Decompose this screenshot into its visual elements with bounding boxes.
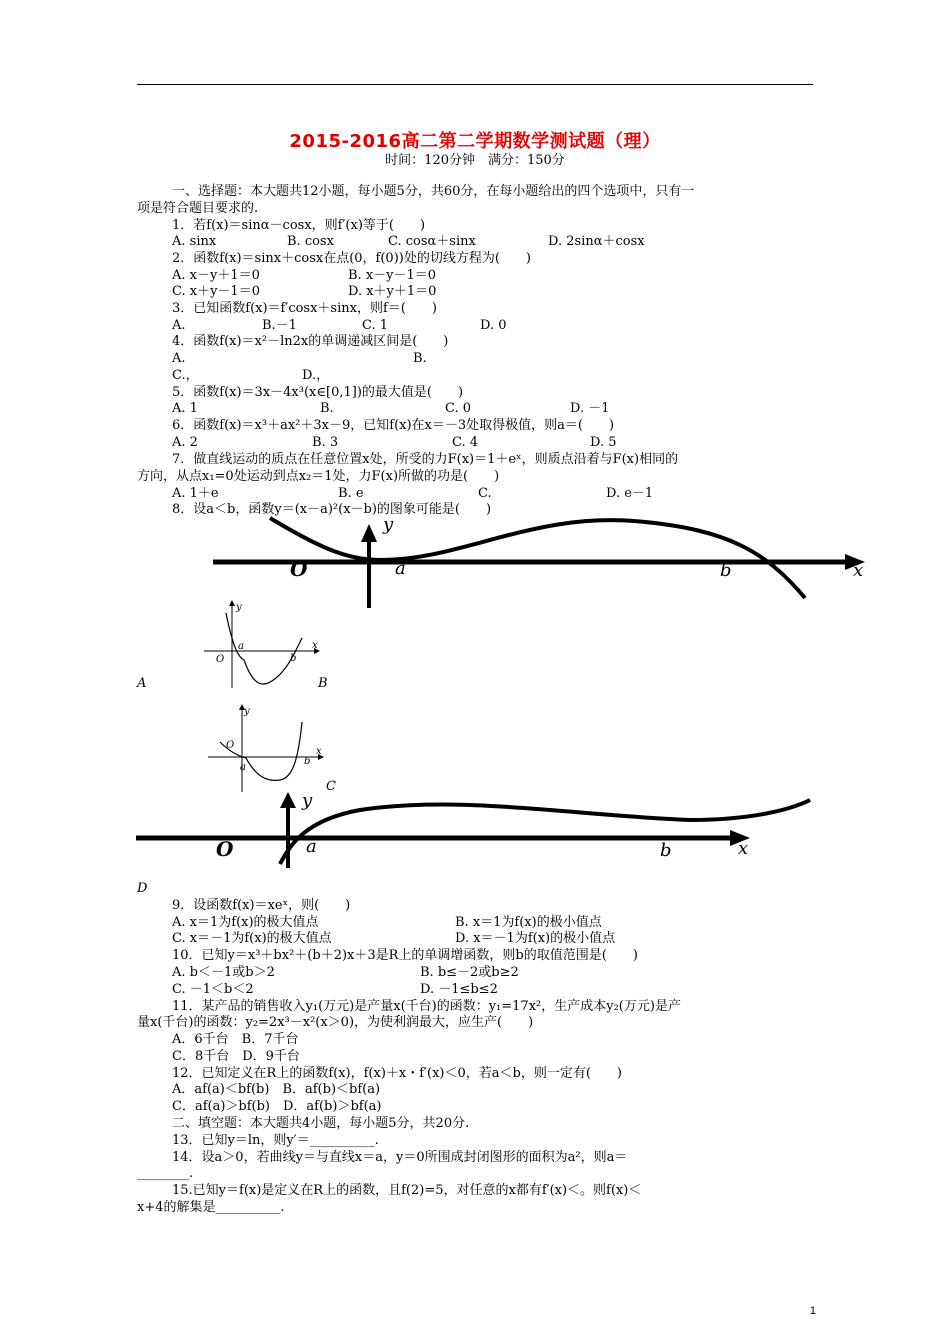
q10-option-a: A. b＜－1或b＞2 (172, 965, 275, 980)
q6-option-c: C. 4 (452, 435, 479, 450)
q11-stem-cont: 量x(千台)的函数：y₂=2x³－x²(x＞0)，为使利润最大，应生产( ) (137, 1015, 534, 1030)
graph-option-a-label: A (137, 676, 147, 691)
q6-option-b: B. 3 (312, 435, 339, 450)
graph-option-b-label: B (318, 676, 328, 691)
graph-option-c-label: C (326, 779, 336, 794)
q3-option-b: B.－1 (262, 318, 297, 333)
x-axis-label: x (853, 560, 864, 581)
y-axis-label: y (236, 602, 242, 613)
q2-option-a: A. x－y＋1＝0 (172, 268, 260, 283)
q10-option-c: C. －1＜b＜2 (172, 982, 254, 997)
q7-option-c: C. (478, 486, 492, 501)
origin-label: O (216, 837, 234, 861)
q14-answer-blank: ________. (137, 1166, 194, 1181)
q4-option-d: D.， (302, 368, 330, 383)
q7-stem-cont: 方向，从点x₁=0处运动到点x₂＝1处，力F(x)所做的功是( ) (137, 469, 500, 484)
y-axis-arrow (280, 792, 296, 808)
x-axis-label: x (312, 640, 318, 651)
q2-option-d: D. x＋y＋1＝0 (348, 284, 437, 299)
q9-option-b: B. x＝1为f(x)的极小值点 (455, 915, 602, 930)
origin-label: O (216, 654, 225, 665)
graph-small-ab (196, 598, 326, 693)
q15-text-cont: x+4的解集是__________. (137, 1200, 285, 1215)
header-rule (137, 84, 813, 85)
q12-options-ab: A．af(a)＜bf(b) B．af(b)＜bf(a) (172, 1082, 381, 1097)
page-title: 2015-2016高二第二学期数学测试题（理） (289, 131, 661, 152)
q3-option-d: D. 0 (480, 318, 507, 333)
point-a-label: a (240, 762, 246, 773)
y-axis-label: y (244, 706, 250, 717)
q4-option-a: A. (172, 351, 186, 366)
point-b-label: b (660, 840, 672, 861)
q3-option-c: C. 1 (362, 318, 389, 333)
q9-option-d: D. x＝－1为f(x)的极小值点 (455, 931, 616, 946)
q2-option-b: B. x－y－1＝0 (348, 268, 437, 283)
point-b-label: b (304, 756, 311, 767)
q15-text: 15.已知y＝f(x)是定义在R上的函数，且f(2)=5，对任意的x都有f′(x)＜。则f(x)＜ (172, 1183, 642, 1198)
point-a-label: a (306, 836, 317, 857)
q1-option-b: B. cosx (287, 234, 334, 249)
q5-stem: 5．函数f(x)＝3x－4x³(x∈[0,1])的最大值是( ) (172, 385, 464, 400)
function-curve (220, 722, 302, 780)
q8-stem: 8．设a＜b，函数y＝(x－a)²(x－b)的图象可能是( ) (172, 502, 492, 517)
q10-stem: 10．已知y＝x³＋bx²＋(b＋2)x＋3是R上的单调增函数，则b的取值范围是( ) (172, 948, 638, 963)
graph-large-d (130, 790, 820, 870)
q3-stem: 3．已知函数f(x)＝f′cosx＋sinx，则f＝( ) (172, 301, 437, 316)
point-b-label: b (720, 560, 732, 581)
q11-options-ab: A．6千台 B．7千台 (172, 1032, 299, 1047)
q4-option-b: B. (413, 351, 427, 366)
q1-option-a: A. sinx (172, 234, 217, 249)
q14-text: 14．设a＞0，若曲线y＝与直线x＝a，y＝0所围成封闭图形的面积为a²，则a＝ (172, 1150, 628, 1165)
q4-stem: 4．函数f(x)＝x²－ln2x的单调递减区间是( ) (172, 334, 449, 349)
q11-options-cd: C．8千台 D．9千台 (172, 1049, 300, 1064)
q3-option-a: A. (172, 318, 186, 333)
q5-option-c: C. 0 (445, 401, 472, 416)
q7-option-b: B. e (338, 486, 364, 501)
y-axis-arrow (361, 524, 377, 542)
section1-intro: 一、选择题：本大题共12小题，每小题5分，共60分，在每小题给出的四个选项中，只有一 (172, 184, 695, 199)
x-axis-label: x (316, 746, 322, 757)
q10-option-d: D. －1≤b≤2 (420, 982, 498, 997)
x-axis-label: x (738, 838, 749, 859)
q10-option-b: B. b≤－2或b≥2 (420, 965, 519, 980)
q2-stem: 2．函数f(x)＝sinx＋cosx在点(0，f(0))处的切线方程为( ) (172, 251, 531, 266)
point-b-label: b (290, 653, 297, 664)
function-curve (270, 518, 805, 598)
q4-option-c: C.， (172, 368, 199, 383)
graph-option-d-label: D (137, 881, 148, 896)
q5-option-d: D. －1 (570, 401, 610, 416)
q9-stem: 9．设函数f(x)＝xeˣ，则( ) (172, 898, 351, 913)
q6-stem: 6．函数f(x)＝x³＋ax²＋3x－9，已知f(x)在x＝－3处取得极值，则a＝( ) (172, 418, 615, 433)
graph-large-top (205, 510, 885, 610)
q12-options-cd: C．af(a)＞bf(b) D．af(b)＞bf(a) (172, 1099, 382, 1114)
point-a-label: a (395, 558, 406, 579)
q5-option-a: A. 1 (172, 401, 198, 416)
q13-text: 13．已知y＝ln，则y′＝__________. (172, 1133, 379, 1148)
q7-stem: 7．做直线运动的质点在任意位置x处，所受的力F(x)＝1＋eˣ，则质点沿着与F(x)相同的 (172, 452, 679, 467)
q11-stem: 11．某产品的销售收入y₁(万元)是产量x(千台)的函数：y₁=17x²，生产成本y₂(万元)是产 (172, 999, 681, 1014)
q6-option-a: A. 2 (172, 435, 198, 450)
q7-option-a: A. 1＋e (172, 486, 219, 501)
q6-option-d: D. 5 (590, 435, 617, 450)
section2-intro: 二、填空题：本大题共4小题，每小题5分，共20分. (172, 1116, 470, 1131)
q9-option-c: C. x＝－1为f(x)的极大值点 (172, 931, 332, 946)
page-number: 1 (809, 1305, 816, 1317)
y-axis-label: y (383, 514, 394, 535)
q9-option-a: A. x＝1为f(x)的极大值点 (172, 915, 319, 930)
point-a-label: a (238, 641, 244, 652)
y-axis-arrow (229, 600, 235, 606)
q1-stem: 1．若f(x)＝sinα－cosx，则f′(x)等于( ) (172, 218, 426, 233)
origin-label: O (290, 557, 308, 581)
origin-label: O (226, 740, 235, 751)
section1-intro-cont: 项是符合题目要求的. (137, 201, 259, 216)
q1-option-c: C. cosα＋sinx (388, 234, 476, 249)
y-axis-label: y (302, 790, 313, 811)
q12-stem: 12．已知定义在R上的函数f(x)，f(x)＋x・f′(x)＜0，若a＜b，则一定有( ) (172, 1066, 622, 1081)
graph-small-c (200, 702, 330, 797)
q2-option-c: C. x＋y－1＝0 (172, 284, 260, 299)
q7-option-d: D. e－1 (606, 486, 654, 501)
q1-option-d: D. 2sinα＋cosx (548, 234, 645, 249)
q5-option-b: B. (320, 401, 334, 416)
exam-time-info: 时间：120分钟 满分：150分 (385, 153, 565, 168)
